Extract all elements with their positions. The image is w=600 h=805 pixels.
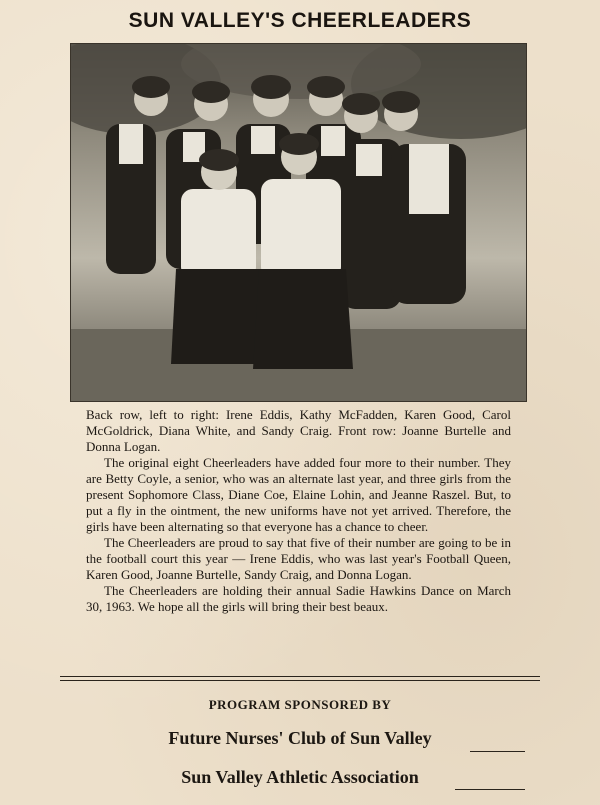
sponsor-underline: [455, 789, 525, 790]
divider-rule: [60, 676, 540, 677]
caption-lead: Back row, left to right: Irene Eddis, Kathy McFadden, Karen Good, Carol McGoldrick, Diana White, and Sandy Craig. Front row: Joanne Burtelle and Donna Logan.: [86, 407, 511, 454]
sponsor-underline: [470, 751, 525, 752]
article-paragraph: The Cheerleaders are holding their annual Sadie Hawkins Dance on March 30, 1963. We hope all the girls will bring their best beaux.: [86, 583, 511, 614]
cheerleaders-photo: [70, 43, 527, 402]
page-title: SUN VALLEY'S CHEERLEADERS: [128, 9, 472, 32]
sponsor-name: Sun Valley Athletic Association: [181, 767, 419, 787]
photo-caption-and-article: [86, 407, 511, 615]
article-paragraph: The original eight Cheerleaders have added four more to their number. They are Betty Coyle, a senior, who was an alternate last year, and three girls from the present Sophomore Class, Diane Coe, Elaine Lohin, and Jeanne Raszel. But, to put a fly in the ointment, the new uniforms have not yet arrived. Therefore, the girls have been alternating so that everyone has a chance to cheer.: [86, 455, 511, 534]
article-paragraph: The Cheerleaders are proud to say that five of their number are going to be in the football court this year — Irene Eddis, who was last year's Football Queen, Karen Good, Joanne Burtelle, Sandy Craig, and Donna Logan.: [86, 535, 511, 582]
divider-rule: [60, 680, 540, 681]
sponsor-name: Future Nurses' Club of Sun Valley: [168, 728, 432, 748]
sponsor-heading: PROGRAM SPONSORED BY: [208, 697, 392, 712]
group-photo-illustration: [71, 44, 526, 401]
